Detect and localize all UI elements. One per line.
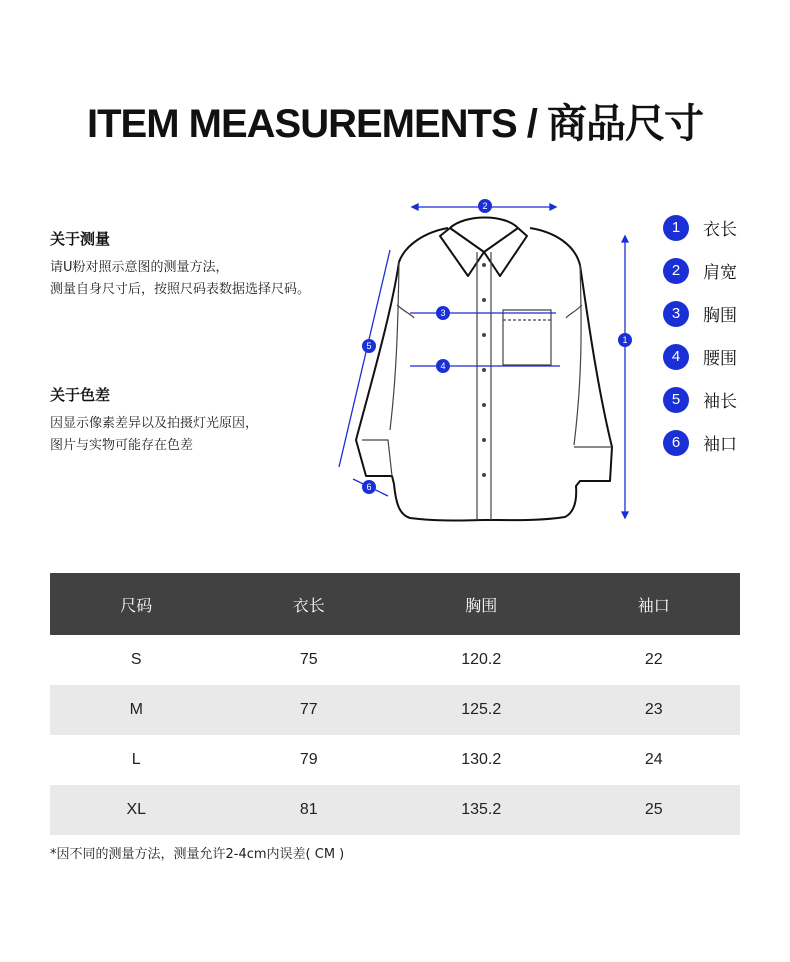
legend-number: 3 <box>663 301 689 327</box>
header-cuff: 袖口 <box>568 573 741 635</box>
marker-1: 1 <box>622 335 628 345</box>
marker-3: 3 <box>440 308 446 318</box>
legend-number: 2 <box>663 258 689 284</box>
cell-chest: 130.2 <box>461 751 502 768</box>
color-line-2: 图片与实物可能存在色差 <box>50 438 194 453</box>
legend-label: 袖口 <box>703 435 737 455</box>
marker-2: 2 <box>482 201 488 211</box>
header-length: 衣长 <box>223 573 396 635</box>
color-line-1: 因显示像素差异以及拍摄灯光原因， <box>50 416 259 431</box>
cell-cuff: 22 <box>644 651 663 668</box>
table-row <box>50 735 740 785</box>
table-row <box>50 635 740 685</box>
cell-length: 77 <box>223 685 396 735</box>
header-size: 尺码 <box>50 573 223 635</box>
marker-6: 6 <box>366 482 372 492</box>
cell-cuff: 25 <box>568 785 741 835</box>
legend-label: 衣长 <box>703 220 737 240</box>
table-header-row <box>50 573 740 635</box>
legend-item-shoulder <box>663 249 773 292</box>
cell-chest: 125.2 <box>395 685 568 735</box>
measure-line-2: 测量自身尺寸后，按照尺码表数据选择尺码。 <box>50 282 311 297</box>
cell-size: XL <box>50 785 223 835</box>
legend-item-waist <box>663 335 773 378</box>
cell-size: L <box>131 751 141 768</box>
legend-number: 4 <box>663 344 689 370</box>
legend-label: 肩宽 <box>703 263 737 283</box>
legend-label: 袖长 <box>703 392 737 412</box>
cell-cuff: 23 <box>568 685 741 735</box>
legend-number: 5 <box>663 387 689 413</box>
page-title: ITEM MEASUREMENTS / 商品尺寸 <box>86 102 704 146</box>
marker-5: 5 <box>366 341 372 351</box>
marker-4: 4 <box>440 361 446 371</box>
color-heading: 关于色差 <box>50 386 111 404</box>
measurement-note <box>50 228 350 301</box>
shirt-diagram <box>330 190 640 535</box>
measurement-legend <box>663 206 773 464</box>
legend-number: 1 <box>663 215 689 241</box>
cell-cuff: 24 <box>644 751 663 768</box>
legend-item-cuff <box>663 421 773 464</box>
table-row <box>50 785 740 835</box>
table-row <box>50 685 740 735</box>
cell-length: 75 <box>299 651 318 668</box>
cell-chest: 135.2 <box>395 785 568 835</box>
header-chest: 胸围 <box>395 573 568 635</box>
cell-size: S <box>130 651 142 668</box>
legend-number: 6 <box>663 430 689 456</box>
cell-chest: 120.2 <box>461 651 502 668</box>
legend-item-sleeve <box>663 378 773 421</box>
cell-length: 81 <box>223 785 396 835</box>
cell-length: 79 <box>299 751 318 768</box>
legend-label: 腰围 <box>703 349 737 369</box>
size-table <box>50 573 740 835</box>
measure-line-1: 请U粉对照示意图的测量方法， <box>50 260 229 275</box>
cell-size: M <box>50 685 223 735</box>
legend-item-length <box>663 206 773 249</box>
legend-item-chest <box>663 292 773 335</box>
color-note <box>50 384 350 457</box>
measure-heading: 关于测量 <box>50 230 111 248</box>
footnote: *因不同的测量方法，测量允许2-4cm内误差( CM ) <box>50 847 345 862</box>
legend-label: 胸围 <box>703 306 737 326</box>
